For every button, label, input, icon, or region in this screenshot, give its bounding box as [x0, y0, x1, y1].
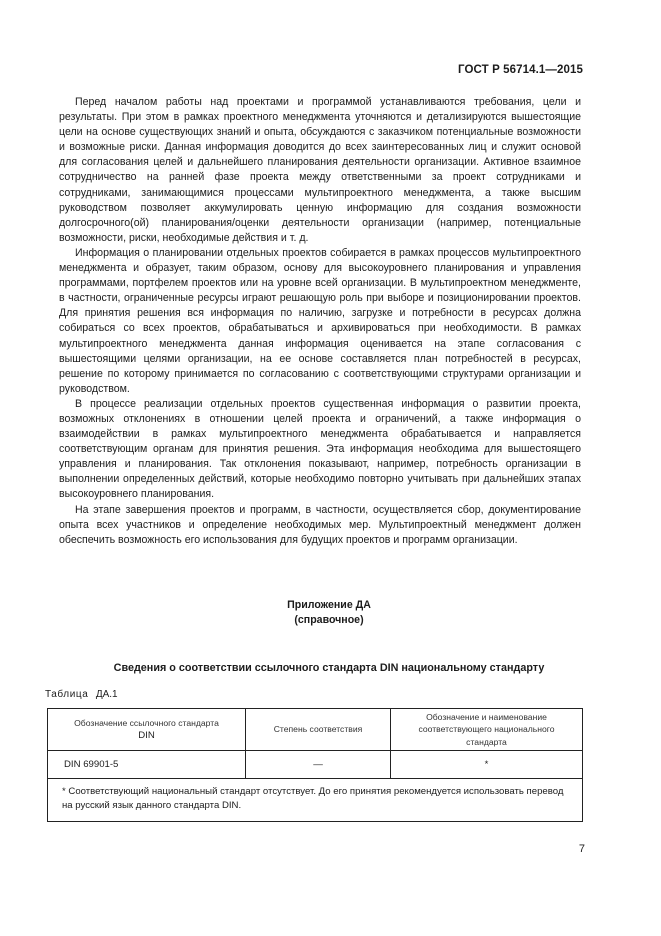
cell-national: *: [391, 751, 583, 779]
header-national-standard: Обозначение и наименование соответствующего национального стандарта: [391, 709, 583, 751]
section-title: Сведения о соответствии ссылочного стандарта DIN национальному стандарту: [113, 662, 545, 674]
paragraph-1: Перед началом работы над проектами и программой устанавливаются требования, цели и результаты. При этом в рамках проектного менеджмента уточняются и детализируются вышестоящие цели на основе существующих знаний и опыта, обсуждаются с заказчиком потенциальные возможности и возможные риски. Данная информация доводится до всех заинтересованных лиц и служит основой для согласования целей и дальнейшего планирования деятельности организации. Активное взаимное сотрудничество на ранней фазе проекта между ответственными за проект сотрудниками и сотрудниками, занимающимися процессами мультипроектного менеджмента, а также высшим руководством позволяет аккумулировать ценную информацию для создания возможности долгосрочного(ой) планирования/оценки деятельности организации (например, потенциальные возможности, риски, необходимые действия и т. д.: [59, 96, 581, 244]
paragraph-2: Информация о планировании отдельных проектов собирается в рамках процессов мультипроектного менеджмента и образует, таким образом, основу для высокоуровнего планирования и управления программами, портфелем проектов или на уровне всей организации. В мультипроектном менеджменте, в частности, ограниченные ресурсы играют решающую роль при выборе и позиционировании проектов. Для принятия решения вся информация по наличию, загрузке и потребности в ресурсах должна собираться со всех проектов, обрабатываться и архивироваться при необходимости. В рамках мультипроектного менеджмента данная информация оценивается на этапе согласования с вышестоящими целями организации, на ее основе составляется план потребностей в ресурсах, решение по которому принимается по согласованию с соответствующими структурами организации и руководством.: [59, 246, 581, 395]
table-caption-label: Таблица: [45, 689, 89, 700]
appendix-subtitle: (справочное): [294, 613, 364, 626]
header-col1-line2: DIN: [138, 729, 155, 741]
page-number: 7: [578, 843, 585, 855]
header-col1-line1: Обозначение ссылочного стандарта: [74, 718, 219, 728]
table-row: [48, 751, 583, 779]
table-header-row: [48, 709, 583, 751]
paragraph-4: На этапе завершения проектов и программ, в частности, осуществляется сбор, документирование опыта всех участников и определение необходимых мер. Мультипроектный менеджмент должен обеспечить возможность его использования для будущих проектов и программ организации.: [59, 503, 581, 546]
appendix-heading: [59, 598, 599, 627]
header-degree: Степень соответствия: [246, 709, 391, 751]
paragraph-3: В процессе реализации отдельных проектов существенная информация о развитии проекта, возможных отклонениях в отношении целей проекта и ограничений, а также информация о взаимодействии в рамках мультипроектного менеджмента обрабатывается и направляется соответствующим органам для принятия решения. Эта информация необходима для вышестоящего управления и планирования. Так отклонения показывают, например, потребность организации в выполнении определенных действий, которые необходимо повторно учитывать при дальнейших этапах высокоуровнего планирования.: [59, 397, 581, 501]
table-caption-number: ДА.1: [95, 689, 118, 700]
standard-code-header: ГОСТ Р 56714.1—2015: [458, 64, 583, 76]
appendix-title: Приложение ДА: [287, 599, 371, 611]
table-footnote: * Соответствующий национальный стандарт отсутствует. До его принятия рекомендуется использовать перевод на русский язык данного стандарта DIN.: [48, 779, 583, 822]
cell-degree: —: [246, 751, 391, 779]
body-text: [59, 95, 581, 548]
cell-designation: DIN 69901-5: [48, 751, 246, 779]
header-reference-standard: [48, 709, 246, 751]
table-caption: [45, 689, 118, 700]
reference-table: [47, 708, 583, 822]
table-footnote-row: [48, 779, 583, 822]
